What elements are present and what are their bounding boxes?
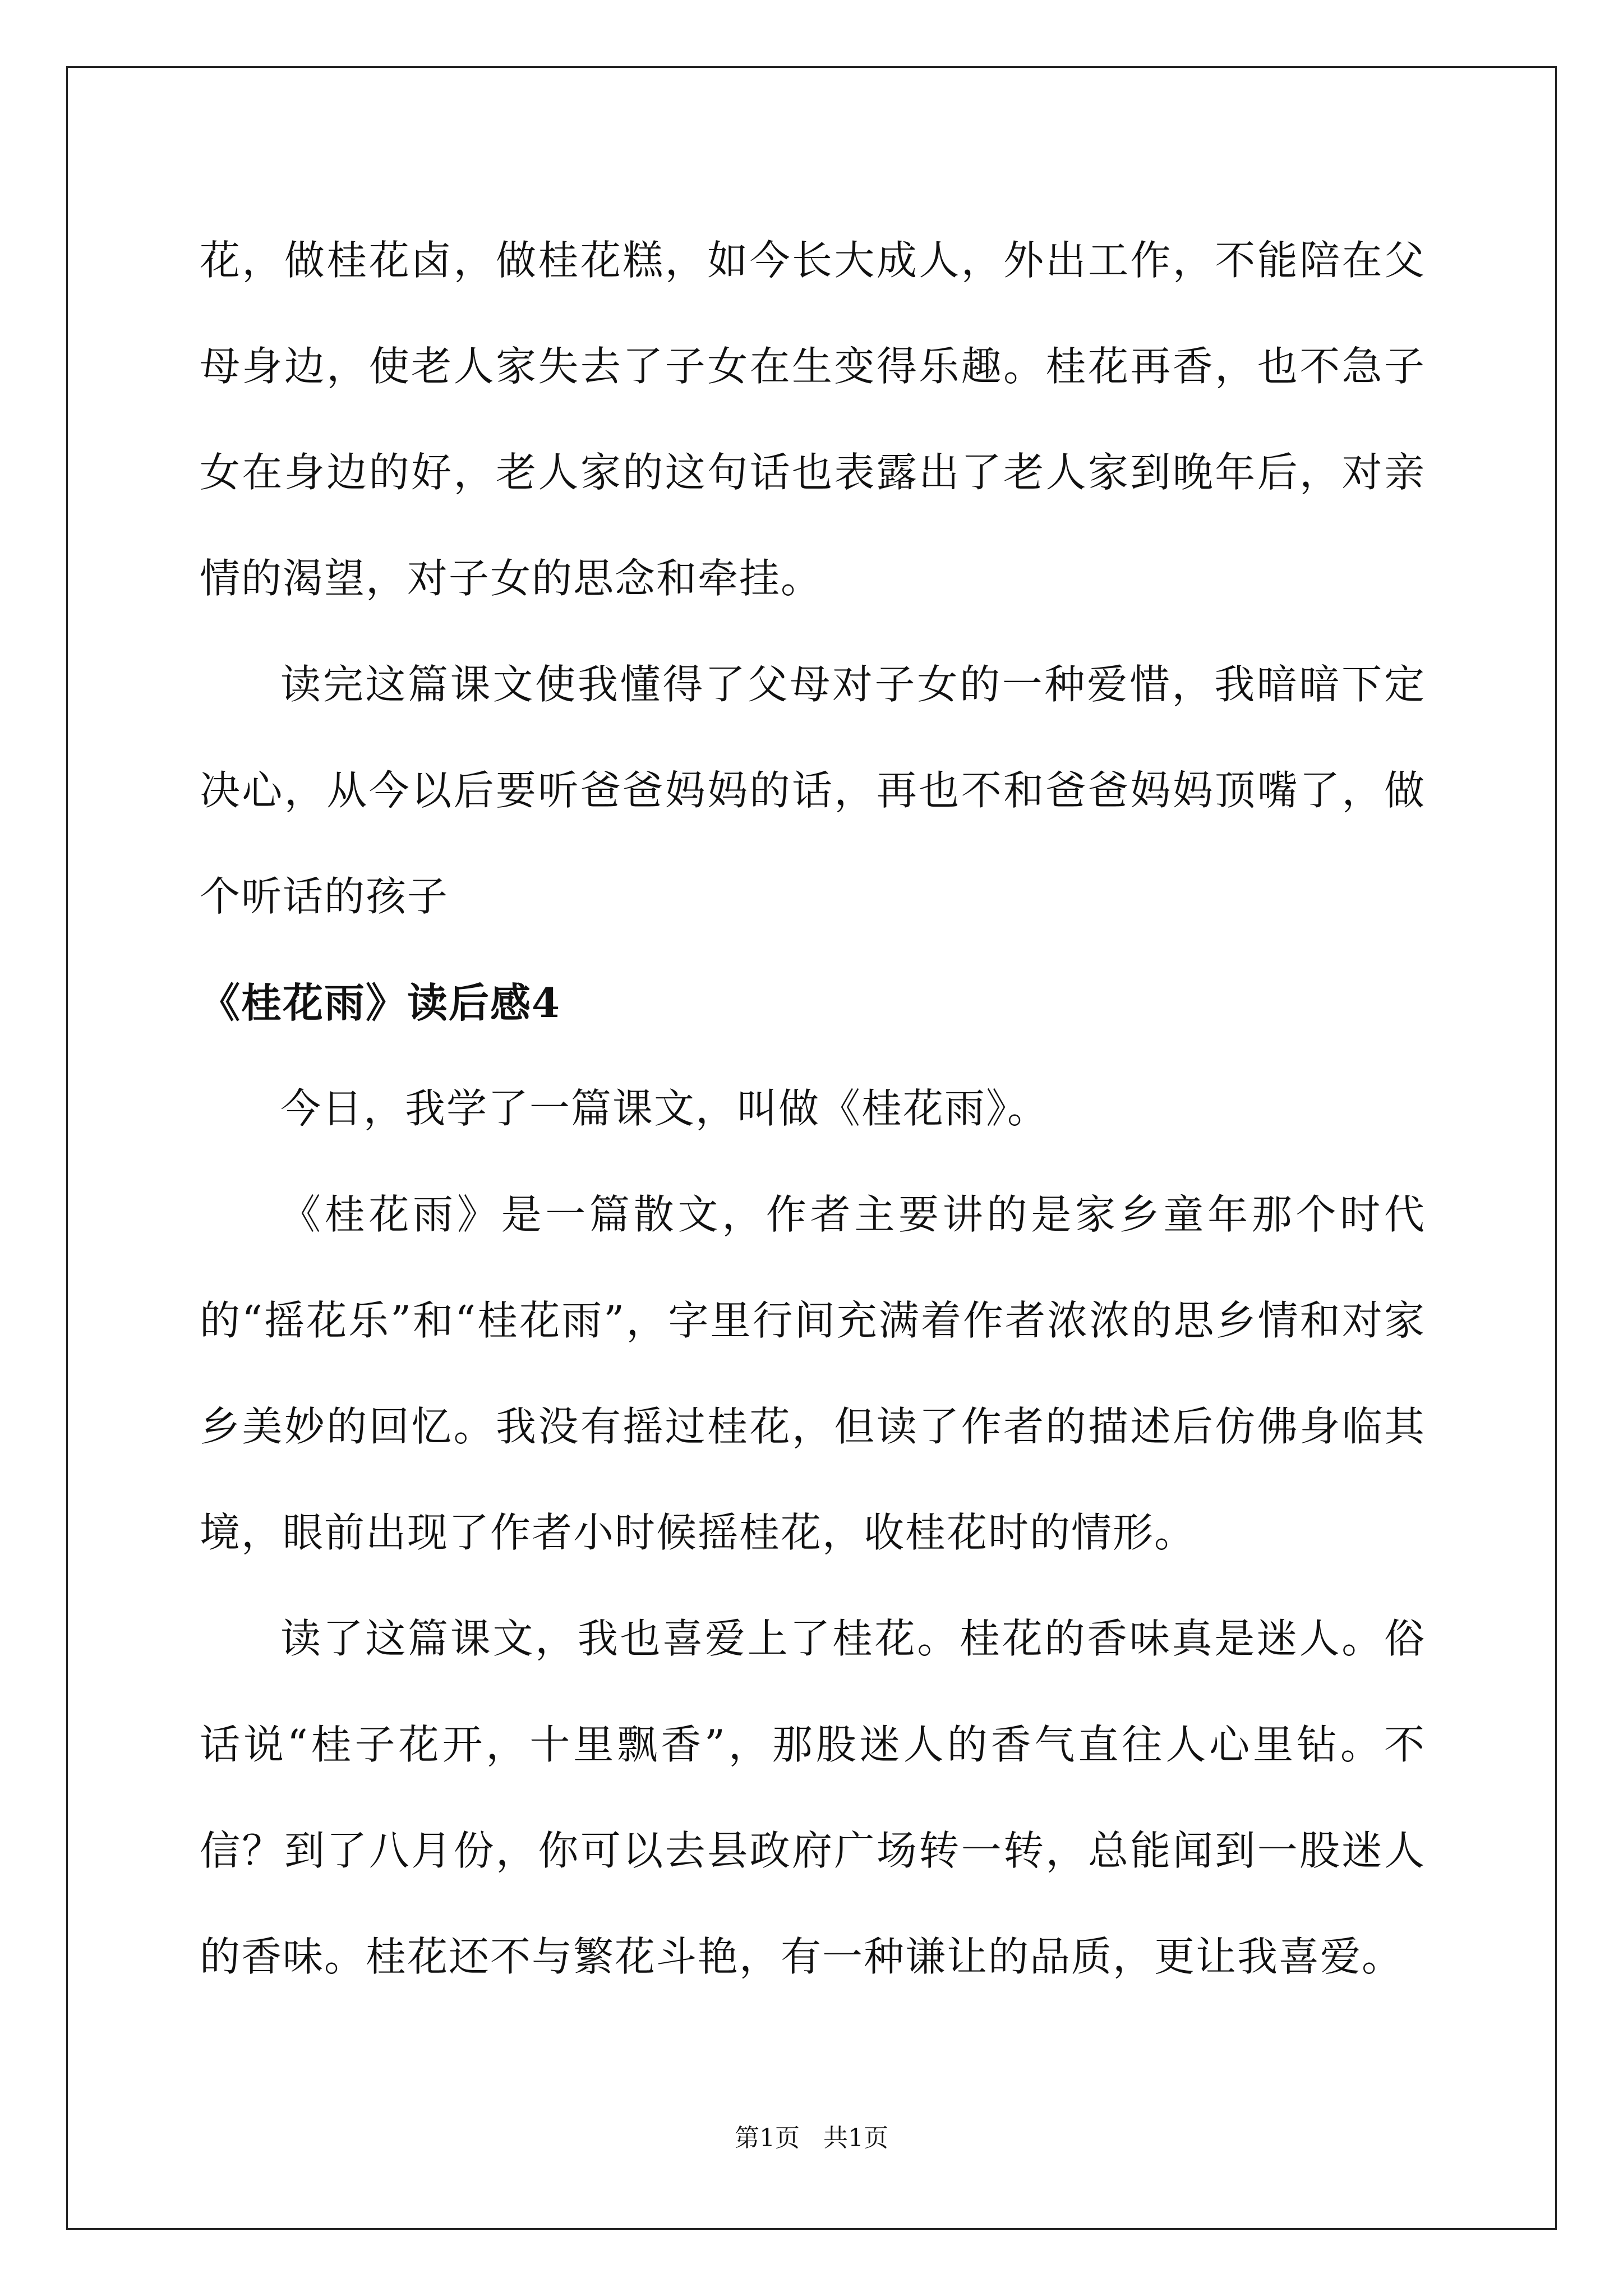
page-number-current: 第1页 [735,2124,800,2152]
paragraph-4: 《桂花雨》是一篇散文，作者主要讲的是家乡童年那个时代的“摇花乐”和“桂花雨”，字里行间充满着作者浓浓的思乡情和对家乡美妙的回忆。我没有摇过桂花，但读了作者的描述后仿佛身临其境，眼前出现了作者小时候摇桂花，收桂花时的情形。 [200,1191,1426,1556]
paragraph-1: 花，做桂花卤，做桂花糕，如今长大成人，外出工作，不能陪在父母身边，使老人家失去了子女在生变得乐趣。桂花再香，也不急子女在身边的好，老人家的这句话也表露出了老人家到晚年后，对亲情的渴望，对子女的思念和牵挂。 [200,237,1426,602]
document-body [200,208,1426,2010]
page-number-total: 共1页 [823,2124,888,2152]
paragraph-3: 今日，我学了一篇课文，叫做《桂花雨》。 [280,1085,1049,1132]
paragraph-2: 读完这篇课文使我懂得了父母对子女的一种爱惜，我暗暗下定决心，从今以后要听爸爸妈妈的话，再也不和爸爸妈妈顶嘴了，做个听话的孩子 [200,661,1426,920]
page-footer [0,2122,1623,2155]
section-heading: 《桂花雨》读后感4 [200,979,561,1027]
paragraph-5: 读了这篇课文，我也喜爱上了桂花。桂花的香味真是迷人。俗话说“桂子花开，十里飘香”，那股迷人的香气直往人心里钻。不信？到了八月份，你可以去县政府广场转一转，总能闻到一股迷人的香味。桂花还不与繁花斗艳，有一种谦让的品质，更让我喜爱。 [200,1615,1426,1980]
